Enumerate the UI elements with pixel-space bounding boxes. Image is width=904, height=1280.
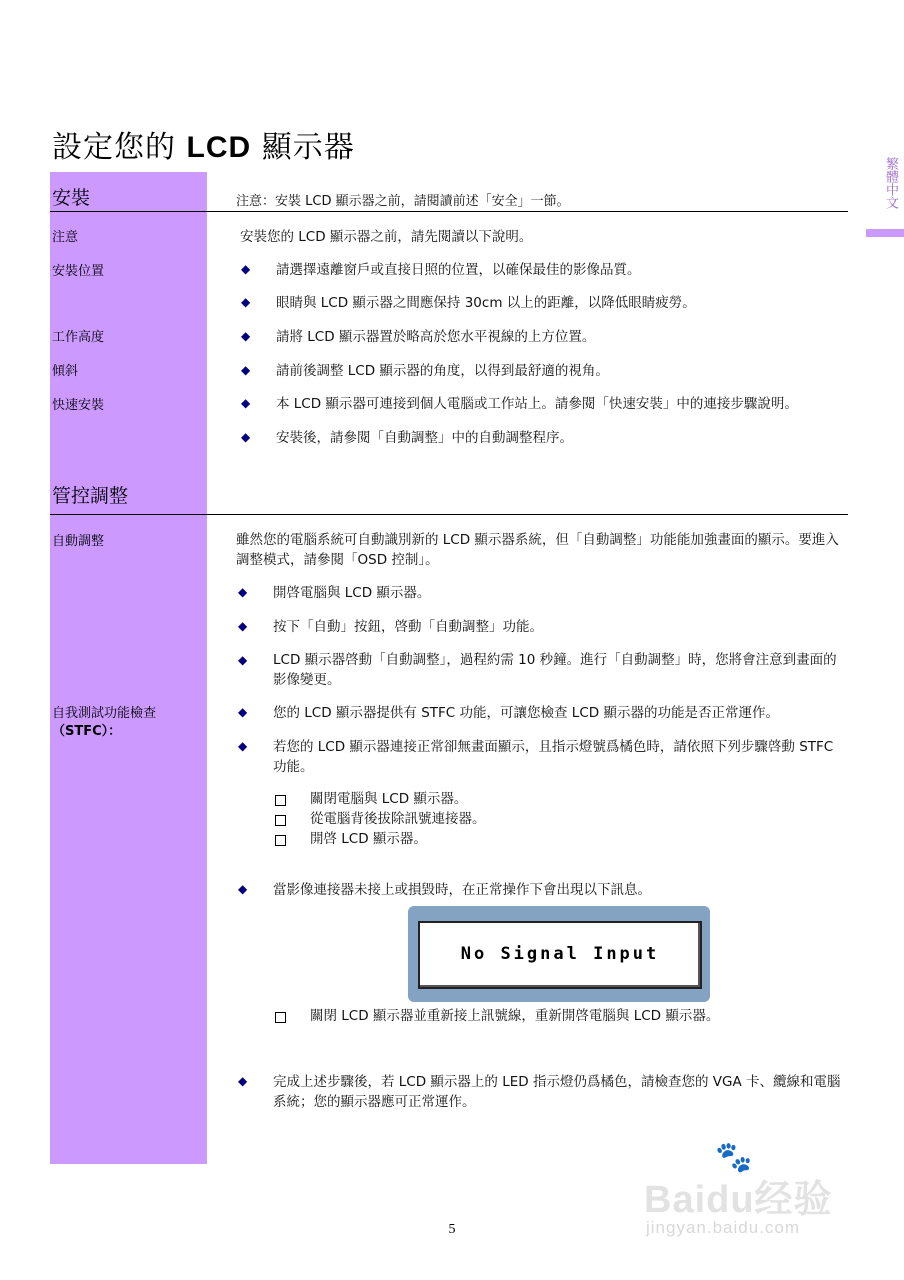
control-intro: 雖然您的電腦系統可自動識別新的 LCD 顯示器系統，但「自動調整」功能能加強畫面的顯示。要進入調整模式，請參閱「OSD 控制」。: [236, 532, 839, 568]
install-intro: 安裝您的 LCD 顯示器之前，請先閱讀以下說明。: [240, 229, 533, 245]
label-location: 安裝位置: [52, 264, 105, 279]
page-title: 設定您的 LCD 顯示器: [52, 130, 355, 165]
watermark-url: jingyan.baidu.com: [646, 1218, 801, 1237]
bullet-icon: ◆: [241, 363, 251, 377]
install-note: 注意：安裝 LCD 顯示器之前，請閱讀前述「安全」一節。: [236, 194, 570, 209]
label-note: 注意: [52, 230, 79, 245]
install-bullet-2: 眼睛與 LCD 顯示器之間應保持 30cm 以上的距離，以降低眼睛疲勞。: [276, 295, 696, 311]
install-bullet-1: 請選擇遠離窗戶或直接日照的位置，以確保最佳的影像品質。: [276, 262, 641, 278]
checkbox-icon: [275, 1012, 286, 1023]
install-bullet-5: 本 LCD 顯示器可連接到個人電腦或工作站上。請參閱「快速安裝」中的連接步驟說明。: [276, 396, 798, 412]
label-quick: 快速安裝: [52, 398, 105, 413]
control-bullet-4: 您的 LCD 顯示器提供有 STFC 功能，可讓您檢查 LCD 顯示器的功能是否正常運作。: [273, 705, 779, 721]
control-bullet-1: 開啓電腦與 LCD 顯示器。: [273, 585, 431, 601]
bullet-icon: ◆: [241, 262, 251, 276]
checkbox-icon: [275, 835, 286, 846]
control-bullet-signal: 當影像連接器未接上或損毀時，在正常操作下會出現以下訊息。: [273, 882, 651, 898]
no-signal-message: No Signal Input: [460, 944, 660, 964]
bullet-icon: ◆: [238, 619, 248, 633]
control-bullet-final: 完成上述步驟後，若 LCD 顯示器上的 LED 指示燈仍爲橘色，請檢查您的 VGA 卡、纜線和電腦系統；您的顯示器應可正常運作。: [273, 1074, 841, 1110]
label-height: 工作高度: [52, 330, 105, 345]
install-bullet-3: 請將 LCD 顯示器置於略高於您水平視線的上方位置。: [276, 329, 596, 345]
bullet-icon: ◆: [241, 295, 251, 309]
stfc-step-1: 關閉電腦與 LCD 顯示器。: [310, 791, 468, 807]
stfc-step-2: 從電腦背後拔除訊號連接器。: [310, 811, 486, 827]
bullet-icon: ◆: [238, 585, 248, 599]
left-sidebar: [50, 172, 207, 1164]
label-stfc: 自我測試功能檢查: [52, 706, 157, 721]
language-tab-bar: [866, 229, 904, 237]
bullet-icon: ◆: [238, 882, 248, 896]
bullet-icon: ◆: [238, 653, 248, 667]
control-bullet-5: 若您的 LCD 顯示器連接正常卻無畫面顯示，且指示燈號爲橘色時，請依照下列步驟啓動 STFC 功能。: [273, 739, 834, 775]
control-bullet-3: LCD 顯示器啓動「自動調整」，過程約需 10 秒鐘。進行「自動調整」時，您將會注意到畫面的影像變更。: [273, 652, 837, 688]
install-bullet-4: 請前後調整 LCD 顯示器的角度，以得到最舒適的視角。: [276, 363, 609, 379]
install-bullet-6: 安裝後，請參閱「自動調整」中的自動調整程序。: [276, 430, 573, 446]
paw-icon: 🐾: [715, 1140, 753, 1175]
label-auto: 自動調整: [52, 534, 105, 549]
control-bullet-2: 按下「自動」按鈕，啓動「自動調整」功能。: [273, 619, 543, 635]
stfc-step-3: 開啓 LCD 顯示器。: [310, 831, 427, 847]
checkbox-icon: [275, 795, 286, 806]
label-stfc-abbr: （STFC）：: [52, 724, 122, 739]
stfc-step-after: 關閉 LCD 顯示器並重新接上訊號線，重新開啓電腦與 LCD 顯示器。: [310, 1008, 720, 1024]
label-tilt: 傾斜: [52, 364, 79, 379]
bullet-icon: ◆: [238, 739, 248, 753]
section-heading-install: 安裝: [52, 187, 91, 209]
bullet-icon: ◆: [238, 705, 248, 719]
bullet-icon: ◆: [238, 1074, 248, 1088]
bullet-icon: ◆: [241, 430, 251, 444]
section-heading-control: 管控調整: [52, 485, 129, 507]
bullet-icon: ◆: [241, 396, 251, 410]
watermark-brand: Baidu经验: [644, 1179, 833, 1221]
page-number: 5: [448, 1222, 456, 1237]
bullet-icon: ◆: [241, 329, 251, 343]
language-tab: 繁體中文: [883, 157, 898, 209]
section-rule-control: [50, 514, 848, 515]
checkbox-icon: [275, 815, 286, 826]
